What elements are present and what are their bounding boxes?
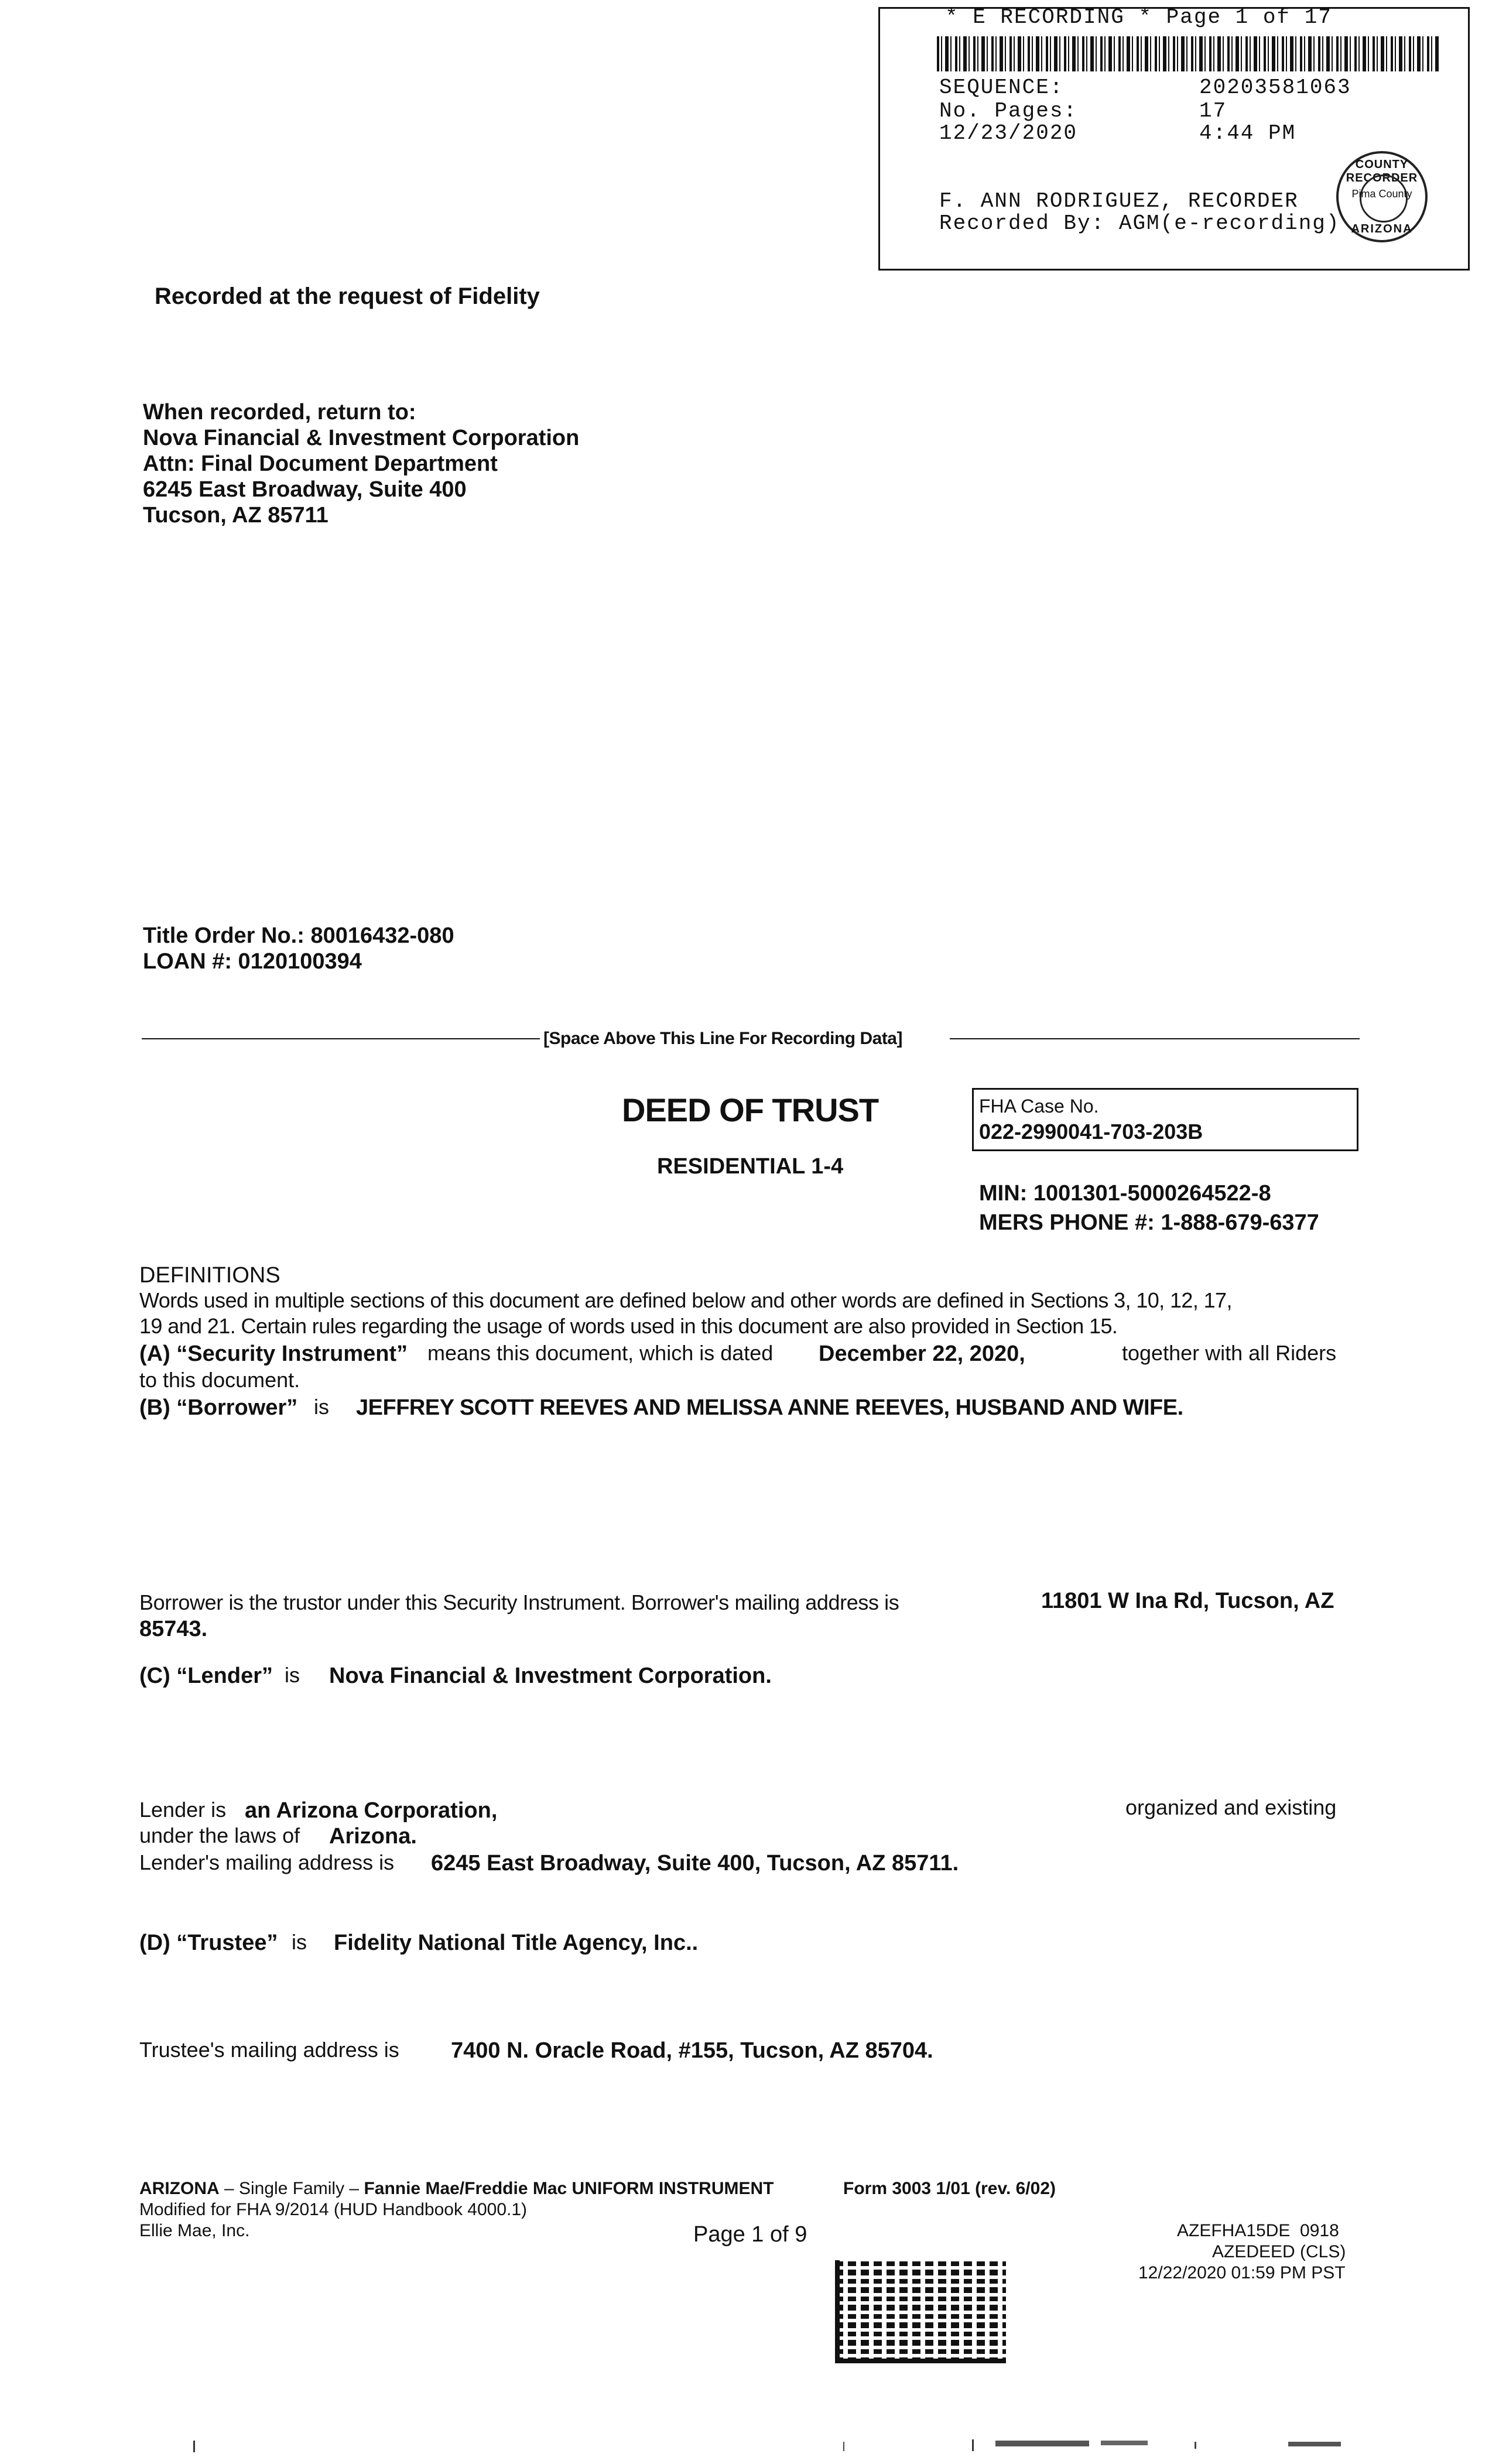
footer-uniform-instrument: Fannie Mae/Freddie Mac UNIFORM INSTRUMENT [364, 2179, 774, 2198]
lender-name: Nova Financial & Investment Corporation. [329, 1664, 772, 1688]
footer-description: – Single Family – [219, 2179, 364, 2198]
return-to-line-4: Tucson, AZ 85711 [143, 503, 328, 528]
fha-case-number: 022-2990041-703-203B [979, 1120, 1203, 1144]
definition-d-is: is [292, 1930, 307, 1954]
return-to-line-1: Nova Financial & Investment Corporation [143, 426, 580, 450]
fha-case-label: FHA Case No. [979, 1096, 1099, 1117]
recording-divider-right [950, 1038, 1360, 1039]
stamp-recorded-by: Recorded By: AGM(e-recording) [939, 211, 1340, 235]
datamatrix-finder-pattern [835, 2260, 1006, 2363]
definition-a-tail: to this document. [139, 1368, 300, 1392]
seal-bottom-text: ARIZONA [1351, 223, 1413, 235]
lender-laws-text: under the laws of [139, 1823, 300, 1847]
min-number: MIN: 1001301-5000264522-8 [979, 1181, 1271, 1206]
definition-a-text: means this document, which is dated [427, 1341, 774, 1365]
borrower-mailing-text: Borrower is the trustor under this Security Instrument. Borrower's mailing address is [139, 1590, 899, 1614]
loan-number: LOAN #: 0120100394 [143, 949, 362, 974]
recorded-request: Recorded at the request of Fidelity [155, 283, 540, 309]
county-recorder-seal [1336, 151, 1428, 242]
lender-state: Arizona. [329, 1824, 417, 1849]
lender-mailing-text: Lender's mailing address is [139, 1850, 395, 1874]
definition-a-label: (A) “Security Instrument” [139, 1341, 408, 1366]
footer-state: ARIZONA [139, 2179, 220, 2198]
definition-a-date: December 22, 2020, [819, 1341, 1025, 1366]
mers-phone: MERS PHONE #: 1-888-679-6377 [979, 1210, 1319, 1235]
stamp-date: 12/23/2020 [939, 121, 1078, 145]
borrower-zip: 85743. [139, 1617, 208, 1641]
stamp-sequence-value: 20203581063 [1199, 76, 1351, 100]
return-to-line-3: 6245 East Broadway, Suite 400 [143, 477, 467, 502]
footer-timestamp: 12/22/2020 01:59 PM PST [1138, 2263, 1346, 2282]
footer-modified: Modified for FHA 9/2014 (HUD Handbook 4000.1) [139, 2200, 528, 2219]
footer-form-line [139, 2178, 774, 2199]
definitions-heading: DEFINITIONS [139, 1263, 280, 1288]
definition-c-label: (C) “Lender” [139, 1664, 273, 1688]
footer-form-number: Form 3003 1/01 (rev. 6/02) [843, 2179, 1056, 2198]
lender-is-text: Lender is [139, 1798, 227, 1822]
document-title: DEED OF TRUST [622, 1091, 879, 1128]
document-subtitle: RESIDENTIAL 1-4 [657, 1154, 844, 1179]
title-order-number: Title Order No.: 80016432-080 [143, 923, 454, 948]
borrower-names: JEFFREY SCOTT REEVES AND MELISSA ANNE REEVES, HUSBAND AND WIFE. [356, 1395, 1183, 1420]
seal-top-text: COUNTY RECORDER [1346, 158, 1418, 184]
footer-vendor: Ellie Mae, Inc. [139, 2221, 250, 2240]
space-above-label: [Space Above This Line For Recording Data] [543, 1029, 902, 1048]
trustee-name: Fidelity National Title Agency, Inc.. [334, 1931, 699, 1955]
recording-barcode [937, 36, 1440, 71]
lender-organized-text: organized and existing [1125, 1795, 1337, 1819]
recording-divider-left [142, 1038, 540, 1039]
stamp-pages-value: 17 [1199, 99, 1227, 123]
definitions-intro-line-2: 19 and 21. Certain rules regarding the usage of words used in this document are also provided in Section 15. [139, 1314, 1118, 1338]
stamp-pages-label: No. Pages: [939, 99, 1078, 123]
footer-code-1: AZEFHA15DE 0918 [1177, 2221, 1339, 2240]
lender-type: an Arizona Corporation, [245, 1798, 498, 1823]
return-to-heading: When recorded, return to: [143, 400, 416, 425]
definition-b-is: is [314, 1395, 329, 1419]
footer-code-2: AZEDEED (CLS) [1212, 2242, 1346, 2261]
definitions-intro-line-1: Words used in multiple sections of this document are defined below and other words are defined in Sections 3, 10, 12, 17, [139, 1288, 1232, 1312]
stamp-header: * E RECORDING * Page 1 of 17 [945, 5, 1332, 29]
scan-noise-marks [94, 2436, 1440, 2453]
lender-address: 6245 East Broadway, Suite 400, Tucson, AZ 85711. [431, 1851, 959, 1876]
definition-d-label: (D) “Trustee” [139, 1931, 278, 1955]
trustee-address: 7400 N. Oracle Road, #155, Tucson, AZ 85704. [451, 2038, 933, 2063]
definition-b-label: (B) “Borrower” [139, 1395, 298, 1420]
definition-c-is: is [285, 1663, 300, 1687]
definition-a-riders: together with all Riders [1122, 1341, 1337, 1365]
stamp-sequence-label: SEQUENCE: [939, 76, 1064, 100]
seal-center-text: Pima County [1351, 188, 1412, 200]
stamp-time: 4:44 PM [1199, 121, 1296, 145]
borrower-address: 11801 W Ina Rd, Tucson, AZ [1041, 1589, 1334, 1613]
footer-page-number: Page 1 of 9 [693, 2222, 807, 2247]
stamp-recorder: F. ANN RODRIGUEZ, RECORDER [939, 189, 1299, 213]
return-to-line-2: Attn: Final Document Department [143, 451, 498, 476]
trustee-mailing-text: Trustee's mailing address is [139, 2038, 399, 2062]
